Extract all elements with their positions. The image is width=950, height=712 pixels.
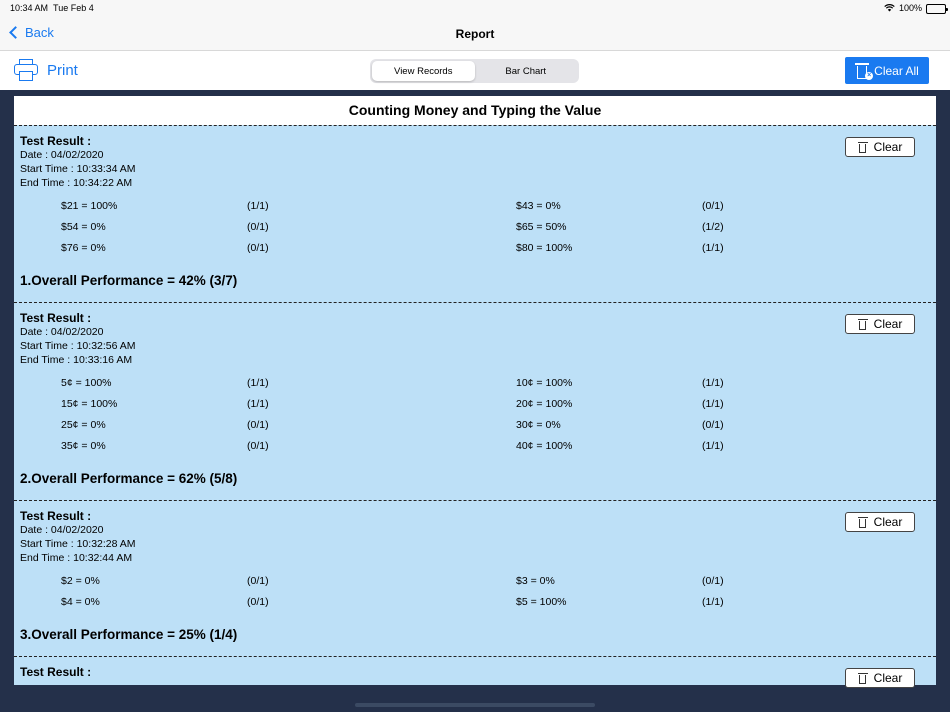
record-card: [14, 500, 936, 656]
battery-icon: [926, 4, 946, 14]
item-score: 10¢ = 100%: [516, 377, 573, 389]
trash-clear-icon: ×: [855, 62, 869, 79]
item-score: 5¢ = 100%: [61, 377, 112, 389]
tab-view-records[interactable]: View Records: [372, 61, 475, 81]
item-fraction: (0/1): [702, 575, 724, 587]
item-fraction: (1/1): [702, 242, 724, 254]
record-heading: Test Result :: [20, 134, 92, 148]
print-label: Print: [47, 61, 78, 79]
clear-all-label: Clear All: [874, 63, 919, 78]
wifi-icon: [884, 4, 895, 12]
record-heading: Test Result :: [20, 509, 92, 523]
item-fraction: (0/1): [247, 575, 269, 587]
status-right: [884, 3, 922, 13]
item-score: 40¢ = 100%: [516, 440, 573, 452]
print-button[interactable]: [14, 59, 78, 81]
item-fraction: (0/1): [247, 440, 269, 452]
item-fraction: (0/1): [247, 242, 269, 254]
overall-performance: 3.Overall Performance = 25% (1/4): [20, 627, 238, 642]
item-fraction: (1/1): [247, 377, 269, 389]
record-card: [14, 656, 936, 685]
clear-all-button[interactable]: [845, 57, 929, 84]
item-score: $5 = 100%: [516, 596, 567, 608]
item-score: 15¢ = 100%: [61, 398, 118, 410]
tab-bar-chart[interactable]: Bar Chart: [505, 65, 547, 77]
item-fraction: (1/1): [702, 377, 724, 389]
clear-record-button[interactable]: [845, 314, 915, 334]
item-fraction: (1/1): [702, 440, 724, 452]
record-end-time: End Time : 10:32:44 AM: [20, 552, 133, 564]
view-segmented-control: [370, 59, 579, 83]
trash-icon: [858, 142, 868, 153]
item-score: 35¢ = 0%: [61, 440, 106, 452]
item-score: 20¢ = 100%: [516, 398, 573, 410]
clear-label: Clear: [873, 515, 903, 529]
status-time: 10:34 AM Tue Feb 4: [10, 3, 94, 13]
record-heading: Test Result :: [20, 311, 92, 325]
item-score: $80 = 100%: [516, 242, 573, 254]
clear-record-button[interactable]: [845, 668, 915, 688]
record-items: [61, 196, 930, 259]
status-bar: [0, 0, 950, 18]
item-fraction: (0/1): [247, 221, 269, 233]
record-items: [61, 373, 930, 457]
record-card: [14, 125, 936, 302]
trash-icon: [858, 517, 868, 528]
clear-record-button[interactable]: [845, 137, 915, 157]
trash-icon: [858, 673, 868, 684]
back-label: Back: [25, 25, 54, 40]
clear-record-button[interactable]: [845, 512, 915, 532]
record-start-time: Start Time : 10:32:56 AM: [20, 340, 136, 352]
item-fraction: (1/1): [702, 596, 724, 608]
item-score: $43 = 0%: [516, 200, 561, 212]
item-score: $4 = 0%: [61, 596, 100, 608]
record-date: Date : 04/02/2020: [20, 149, 104, 161]
overall-performance: 1.Overall Performance = 42% (3/7): [20, 273, 238, 288]
item-fraction: (1/1): [247, 398, 269, 410]
item-score: $54 = 0%: [61, 221, 106, 233]
toolbar: [0, 51, 950, 90]
record-end-time: End Time : 10:34:22 AM: [20, 177, 133, 189]
record-card: [14, 302, 936, 500]
item-fraction: (0/1): [702, 419, 724, 431]
item-fraction: (0/1): [247, 419, 269, 431]
record-items: [61, 571, 930, 613]
item-score: 30¢ = 0%: [516, 419, 561, 431]
item-score: 25¢ = 0%: [61, 419, 106, 431]
record-end-time: End Time : 10:33:16 AM: [20, 354, 133, 366]
item-score: $76 = 0%: [61, 242, 106, 254]
battery-percent: 100%: [898, 3, 922, 13]
record-start-time: Start Time : 10:33:34 AM: [20, 163, 136, 175]
trash-icon: [858, 319, 868, 330]
clear-label: Clear: [873, 140, 903, 154]
record-heading: Test Result :: [20, 665, 92, 679]
records-list: [14, 125, 936, 685]
item-fraction: (1/1): [247, 200, 269, 212]
item-fraction: (1/2): [702, 221, 724, 233]
item-score: $2 = 0%: [61, 575, 100, 587]
record-date: Date : 04/02/2020: [20, 524, 104, 536]
printer-icon: [14, 59, 38, 81]
report-content[interactable]: [14, 96, 936, 698]
clear-label: Clear: [873, 671, 903, 685]
page-title: Report: [455, 27, 495, 41]
record-date: Date : 04/02/2020: [20, 326, 104, 338]
item-fraction: (0/1): [247, 596, 269, 608]
clear-label: Clear: [873, 317, 903, 331]
item-score: $65 = 50%: [516, 221, 567, 233]
report-title: Counting Money and Typing the Value: [14, 96, 936, 125]
item-score: $3 = 0%: [516, 575, 555, 587]
item-score: $21 = 100%: [61, 200, 118, 212]
navigation-bar: [0, 18, 950, 51]
home-indicator[interactable]: [355, 703, 595, 707]
overall-performance: 2.Overall Performance = 62% (5/8): [20, 471, 238, 486]
item-fraction: (1/1): [702, 398, 724, 410]
item-fraction: (0/1): [702, 200, 724, 212]
record-start-time: Start Time : 10:32:28 AM: [20, 538, 136, 550]
